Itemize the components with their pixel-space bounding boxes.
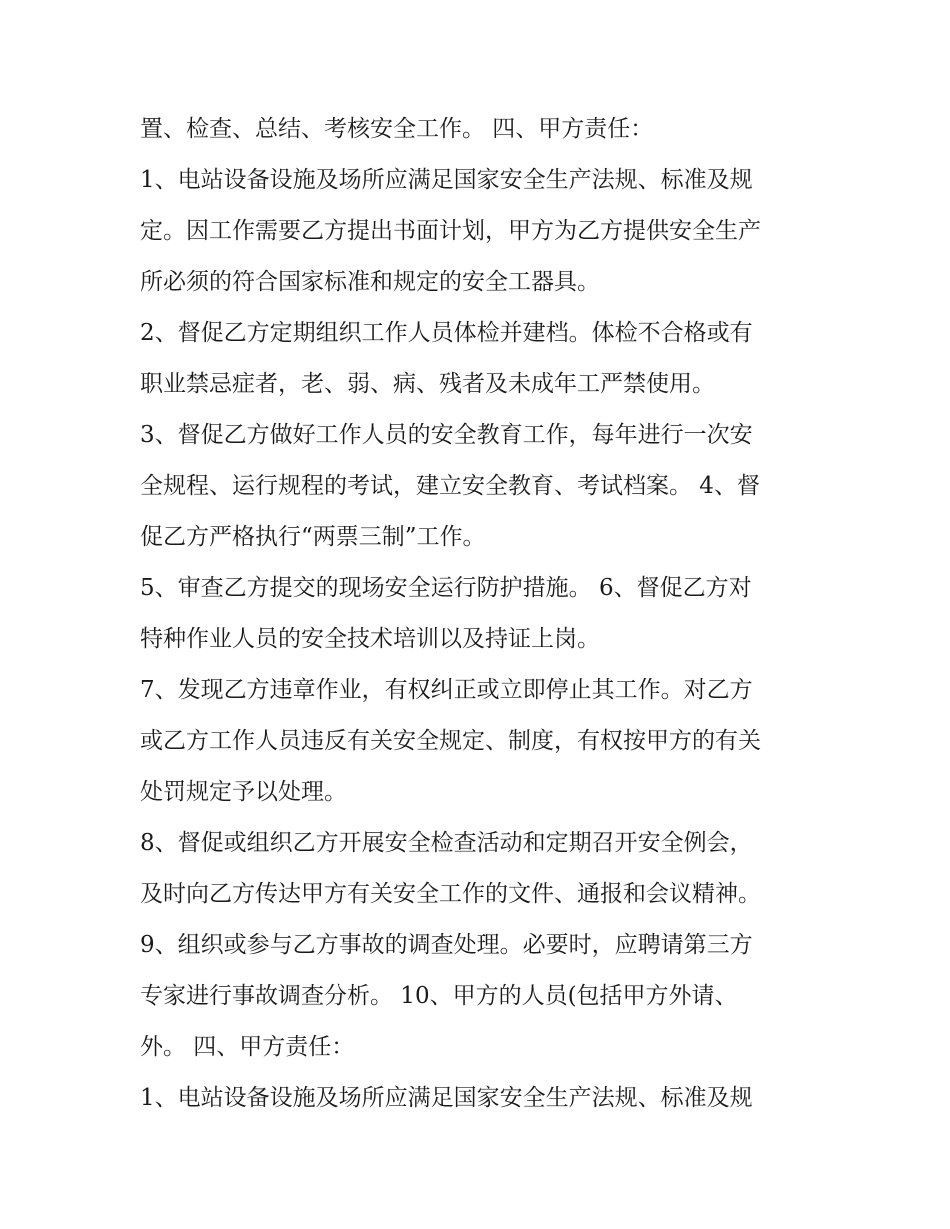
text-line: 或乙方工作人员违反有关安全规定、制度，有权按甲方的有关 xyxy=(140,728,761,754)
text-line: 8、督促或组织乙方开展安全检查活动和定期召开安全例会， xyxy=(140,830,753,856)
text-line: 外。 四、甲方责任： xyxy=(140,1034,355,1060)
text-line: 特种作业人员的安全技术培训以及持证上岗。 xyxy=(140,626,600,652)
text-line: 1、电站设备设施及场所应满足国家安全生产法规、标准及规 xyxy=(140,167,753,193)
text-line: 置、检查、总结、考核安全工作。 四、甲方责任： xyxy=(140,116,654,142)
text-line: 促乙方严格执行“两票三制”工作。 xyxy=(140,524,486,550)
text-line: 及时向乙方传达甲方有关安全工作的文件、通报和会议精神。 xyxy=(140,881,761,907)
text-line: 职业禁忌症者，老、弱、病、残者及未成年工严禁使用。 xyxy=(140,371,715,397)
text-line: 专家进行事故调查分析。 10、甲方的人员(包括甲方外请、 xyxy=(140,983,738,1009)
text-line: 3、督促乙方做好工作人员的安全教育工作，每年进行一次安 xyxy=(140,422,753,448)
text-line: 7、发现乙方违章作业，有权纠正或立即停止其工作。对乙方 xyxy=(140,677,753,703)
text-line: 9、组织或参与乙方事故的调查处理。必要时，应聘请第三方 xyxy=(140,932,753,958)
text-line: 2、督促乙方定期组织工作人员体检并建档。体检不合格或有 xyxy=(140,320,753,346)
text-line: 所必须的符合国家标准和规定的安全工器具。 xyxy=(140,269,600,295)
text-line: 5、审查乙方提交的现场安全运行防护措施。 6、督促乙方对 xyxy=(140,575,752,601)
text-line: 处罚规定予以处理。 xyxy=(140,779,347,805)
text-line: 全规程、运行规程的考试，建立安全教育、考试档案。 4、督 xyxy=(140,473,760,499)
text-line: 定。因工作需要乙方提出书面计划，甲方为乙方提供安全生产 xyxy=(140,218,761,244)
text-line: 1、电站设备设施及场所应满足国家安全生产法规、标准及规 xyxy=(140,1085,753,1111)
document-body xyxy=(140,104,820,1124)
